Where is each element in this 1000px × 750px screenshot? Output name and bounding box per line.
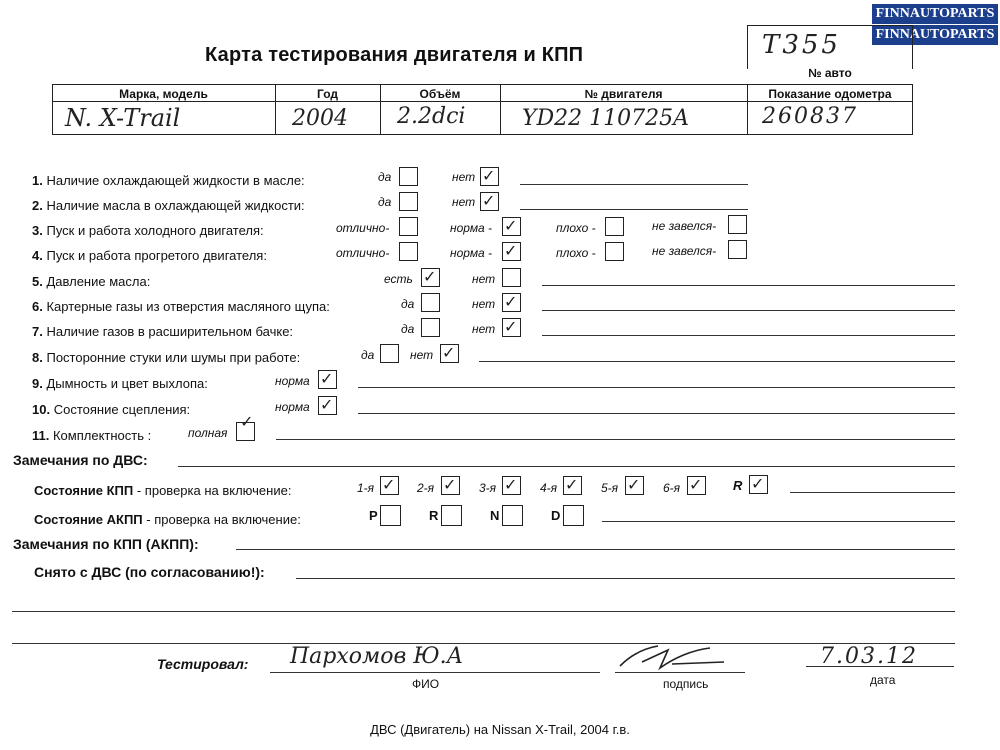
option-label: нет — [472, 322, 496, 336]
checkmark-icon: ✓ — [504, 241, 518, 260]
option-label: отлично- — [336, 221, 390, 235]
col-header-engine-no: № двигателя — [584, 87, 663, 101]
checkbox-not-started[interactable] — [728, 240, 747, 259]
gear-label: 2-я — [417, 481, 435, 495]
option-label: не завелся- — [652, 219, 717, 233]
mode-label: R — [429, 508, 439, 523]
col-header-model: Марка, модель — [119, 87, 208, 101]
option-label: не завелся- — [652, 244, 717, 258]
checkmark-icon: ✓ — [504, 216, 518, 235]
checkbox-yes[interactable] — [399, 167, 418, 186]
option-label: нет — [472, 297, 496, 311]
option-label: плохо - — [556, 246, 596, 260]
akpp-label: Состояние АКПП - проверка на включение: — [34, 512, 301, 527]
col-header-year: Год — [317, 87, 338, 101]
checklist-item: 5. Давление масла: — [32, 274, 151, 289]
option-label: да — [378, 170, 392, 184]
date-value: 7.03.12 — [820, 644, 918, 669]
checkmark-icon: ✓ — [689, 475, 703, 494]
checkmark-icon: ✓ — [504, 317, 518, 336]
kpp-remarks-label: Замечания по КПП (АКПП): — [13, 536, 199, 552]
checklist-item: 10. Состояние сцепления: — [32, 402, 191, 417]
option-label: полная — [188, 426, 228, 440]
checkbox-mode-d[interactable] — [563, 505, 584, 526]
option-label: есть — [384, 272, 413, 286]
watermark-logo: FINNAUTOPARTS — [872, 25, 998, 45]
option-label: отлично- — [336, 246, 390, 260]
checkmark-icon: ✓ — [482, 191, 496, 210]
checklist-item: 3. Пуск и работа холодного двигателя: — [32, 223, 264, 238]
checkmark-icon: ✓ — [482, 166, 496, 185]
checkbox-yes[interactable] — [421, 318, 440, 337]
checkbox-yes[interactable] — [421, 293, 440, 312]
option-label: нет — [410, 348, 434, 362]
option-label: норма — [275, 374, 310, 388]
option-label: да — [401, 297, 415, 311]
remark-line — [520, 184, 748, 185]
date-label: дата — [870, 673, 896, 687]
remark-line — [520, 209, 748, 210]
checkbox-excellent[interactable] — [399, 217, 418, 236]
remark-line — [12, 611, 955, 612]
fio-line — [270, 672, 600, 673]
option-label: да — [378, 195, 392, 209]
checkmark-icon: ✓ — [423, 267, 437, 286]
odometer-value: 260837 — [762, 104, 858, 129]
gear-label: 6-я — [663, 481, 681, 495]
checkmark-icon: ✓ — [320, 369, 334, 388]
checklist-item: 4. Пуск и работа прогретого двигателя: — [32, 248, 267, 263]
checkbox-bad[interactable] — [605, 217, 624, 236]
option-label: да — [361, 348, 375, 362]
signature-line — [615, 672, 745, 673]
remark-line — [542, 285, 955, 286]
page-title: Карта тестирования двигателя и КПП — [205, 44, 584, 66]
checkmark-icon: ✓ — [320, 395, 334, 414]
watermark-logo: FINNAUTOPARTS — [872, 4, 998, 24]
checklist-item: 2. Наличие масла в охлаждающей жидкости: — [32, 198, 305, 213]
mode-label: D — [551, 508, 561, 523]
remark-line — [602, 521, 955, 522]
fio-label: ФИО — [412, 677, 440, 691]
remark-line — [236, 549, 955, 550]
remark-line — [276, 439, 955, 440]
remark-line — [12, 643, 955, 644]
checkbox-mode-p[interactable] — [380, 505, 401, 526]
checklist-item: 6. Картерные газы из отверстия масляного щупа: — [32, 299, 330, 314]
remark-line — [358, 413, 955, 414]
option-label: норма - — [450, 246, 493, 260]
gear-label: 4-я — [540, 481, 558, 495]
checklist-item: 9. Дымность и цвет выхлопа: — [32, 376, 208, 391]
remark-line — [178, 466, 955, 467]
checkbox-not-started[interactable] — [728, 215, 747, 234]
remark-line — [542, 335, 955, 336]
checkmark-icon: ✓ — [240, 412, 254, 431]
option-label: нет — [452, 195, 476, 209]
kpp-label: Состояние КПП - проверка на включение: — [34, 483, 292, 498]
checkmark-icon: ✓ — [504, 292, 518, 311]
checklist-item: 8. Посторонние стуки или шумы при работе: — [32, 350, 301, 365]
col-header-volume: Объём — [419, 87, 461, 101]
option-label: норма - — [450, 221, 493, 235]
auto-number-value: Т355 — [762, 30, 841, 60]
auto-number-label: № авто — [808, 66, 852, 80]
remark-line — [479, 361, 955, 362]
tested-by-label: Тестировал: — [157, 656, 249, 672]
checkbox-excellent[interactable] — [399, 242, 418, 261]
gear-label: 1-я — [357, 481, 375, 495]
remark-line — [790, 492, 955, 493]
mode-label: P — [369, 508, 378, 523]
checkmark-icon: ✓ — [442, 343, 456, 362]
year-value: 2004 — [292, 106, 348, 131]
remark-line — [296, 578, 955, 579]
dvs-remarks-label: Замечания по ДВС: — [13, 452, 148, 468]
engine-no-value: YD22 110725A — [522, 106, 690, 131]
checklist-item: 1. Наличие охлаждающей жидкости в масле: — [32, 173, 305, 188]
option-label: норма — [275, 400, 310, 414]
signature-label: подпись — [663, 677, 709, 691]
col-header-odometer: Показание одометра — [768, 87, 892, 101]
image-caption: ДВС (Двигатель) на Nissan X-Trail, 2004 г.в. — [370, 722, 630, 737]
gear-label: 3-я — [479, 481, 497, 495]
checkmark-icon: ✓ — [751, 474, 765, 493]
option-label: нет — [472, 272, 496, 286]
option-label: нет — [452, 170, 476, 184]
checkmark-icon: ✓ — [627, 475, 641, 494]
remark-line — [542, 310, 955, 311]
checkbox-yes[interactable] — [380, 344, 399, 363]
volume-value: 2.2dci — [397, 104, 466, 129]
checkmark-icon: ✓ — [382, 475, 396, 494]
remark-line — [358, 387, 955, 388]
date-line — [806, 666, 954, 667]
checklist-item: 11. Комплектность : — [32, 428, 152, 443]
fio-value: Пархомов Ю.А — [290, 644, 464, 669]
option-label: плохо - — [556, 221, 596, 235]
model-value: N. X-Trail — [65, 104, 181, 132]
checkbox-yes[interactable] — [399, 192, 418, 211]
mode-label: N — [490, 508, 500, 523]
checkbox-mode-r[interactable] — [441, 505, 462, 526]
checklist-item: 7. Наличие газов в расширительном бачке: — [32, 324, 294, 339]
checkbox-absent[interactable] — [502, 268, 521, 287]
option-label: да — [401, 322, 415, 336]
removed-label: Снято с ДВС (по согласованию!): — [34, 564, 265, 580]
checkmark-icon: ✓ — [504, 475, 518, 494]
gear-label: R — [733, 478, 743, 493]
checkmark-icon: ✓ — [443, 475, 457, 494]
checkbox-bad[interactable] — [605, 242, 624, 261]
checkbox-mode-n[interactable] — [502, 505, 523, 526]
checkmark-icon: ✓ — [565, 475, 579, 494]
signature-image — [612, 640, 732, 676]
gear-label: 5-я — [601, 481, 619, 495]
